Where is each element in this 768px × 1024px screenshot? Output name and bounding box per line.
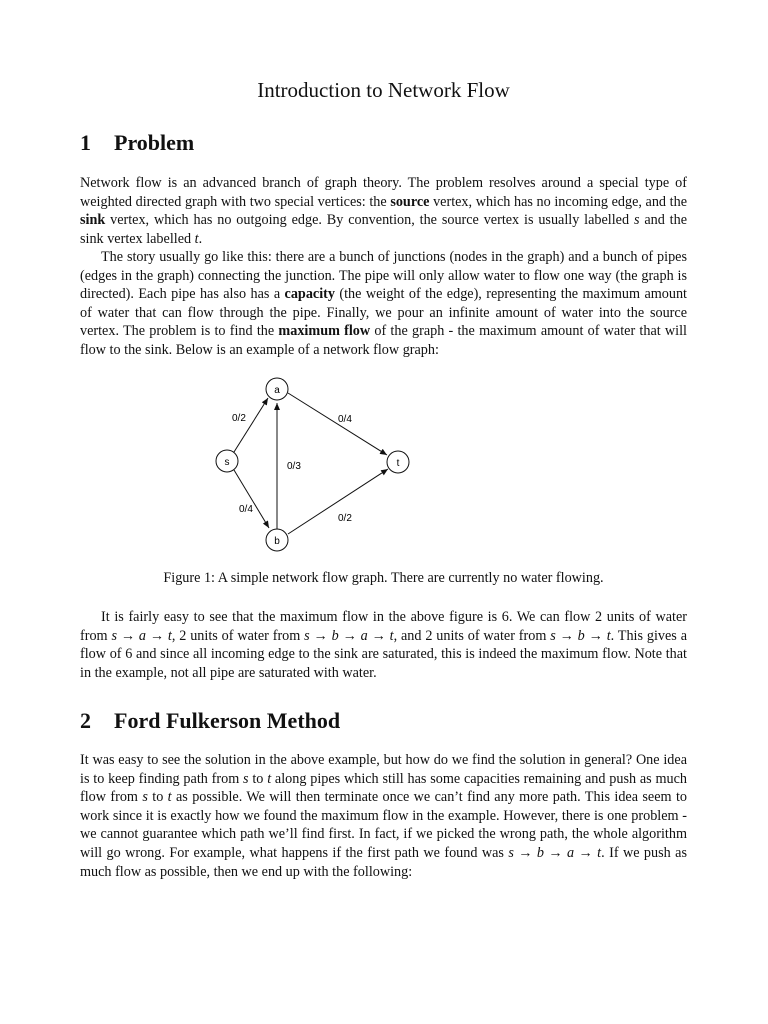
math-t: t <box>167 789 172 806</box>
section-1-paragraph-2 <box>80 248 687 360</box>
math-s: s <box>243 770 249 787</box>
text-run: to <box>248 770 268 787</box>
section-1-paragraph-3 <box>80 608 687 682</box>
text-run: along pipes which still has some capacities remaining and push as much flow from <box>80 770 687 806</box>
term-maximum-flow: maximum flow <box>278 323 371 340</box>
math-path-2: s → b → a → t <box>304 627 394 644</box>
text-run: (the weight of the edge), representing the maximum amount of water that can flow through the pipe. Finally, we pour an infinite amount of water into the source vertex. The problem is to find the <box>80 286 687 340</box>
node-t-label: t <box>396 458 400 469</box>
math-path-1: s → a → t <box>111 627 172 644</box>
section-1-paragraph-1 <box>80 174 687 248</box>
section-2-paragraph-1 <box>80 751 687 881</box>
math-path: s → b → a → t <box>508 844 602 861</box>
network-flow-figure <box>210 370 420 560</box>
section-2-heading <box>80 708 340 734</box>
text-run: . If we push as much flow as possible, then we end up with the following: <box>80 844 687 880</box>
document-title: Introduction to Network Flow <box>257 78 510 102</box>
node-s-label: s <box>224 457 230 468</box>
text-run: to <box>147 789 168 806</box>
math-path-3: s → b → t <box>550 627 611 644</box>
edge-s-b-label: 0/4 <box>239 504 253 515</box>
term-sink: sink <box>80 212 106 229</box>
text-run: of the graph - the maximum amount of water that will flow to the sink. Below is an example of a network flow graph: <box>80 323 687 358</box>
text-run: and the sink vertex labelled <box>80 212 687 247</box>
node-b-label: b <box>274 536 280 547</box>
edge-s-a-label: 0/2 <box>232 413 246 424</box>
edge-s-a <box>234 398 268 452</box>
math-s: s <box>142 789 148 806</box>
text-run: vertex, which has no outgoing edge. By convention, the source vertex is usually labelled <box>105 212 634 229</box>
text-run: , 2 units of water from <box>171 627 305 644</box>
text-run: Network flow is an advanced branch of graph theory. The problem resolves around a special type of weighted directed graph with two special vertices: the <box>80 175 687 210</box>
edge-b-t-label: 0/2 <box>338 513 352 524</box>
math-t: t <box>267 770 272 787</box>
text-run: It was easy to see the solution in the above example, but how do we find the solution in general? One idea is to keep finding path from <box>80 752 687 787</box>
text-run: as possible. We will then terminate once we can’t find any more path. This idea seem to work since it is exactly how we found the maximum flow in the example. However, there is one problem - we cannot guarantee which path we’ll find first. In fact, if we picked the wrong path, the whole algorithm will go wrong. For example, what happens if the first path we found was <box>80 789 687 861</box>
section-2-title: Ford Fulkerson Method <box>114 708 341 733</box>
section-1-number: 1 <box>80 130 91 155</box>
edge-b-a-label: 0/3 <box>287 461 301 472</box>
section-2-number: 2 <box>80 708 91 733</box>
network-flow-graph <box>210 370 420 560</box>
text-run: vertex, which has no incoming edge, and the <box>429 193 687 210</box>
edge-b-t <box>288 469 388 534</box>
text-run: . <box>198 230 203 247</box>
text-run: . This gives a flow of 6 and since all incoming edge to the sink are saturated, this is indeed the maximum flow. Note that in the example, not all pipe are saturated with water. <box>80 627 687 681</box>
math-s: s <box>633 212 640 229</box>
section-1-title: Problem <box>114 130 195 155</box>
section-1-heading <box>80 130 194 156</box>
text-run: The story usually go like this: there are a bunch of junctions (nodes in the graph) and a bunch of pipes (edges in the graph) connecting the junction. The pipe will only allow water to flow one way (the graph is directed). Each pipe has also has a <box>80 249 687 303</box>
term-capacity: capacity <box>284 286 335 303</box>
edge-a-t-label: 0/4 <box>338 414 352 425</box>
math-t: t <box>194 230 199 247</box>
term-source: source <box>390 193 430 210</box>
node-a-label: a <box>274 385 280 396</box>
edge-s-b <box>234 470 269 528</box>
figure-1-caption: Figure 1: A simple network flow graph. There are currently no water flowing. <box>163 570 604 586</box>
text-run: It is fairly easy to see that the maximum flow in the above figure is 6. We can flow 2 units of water from <box>80 609 687 644</box>
text-run: , and 2 units of water from <box>393 627 551 644</box>
